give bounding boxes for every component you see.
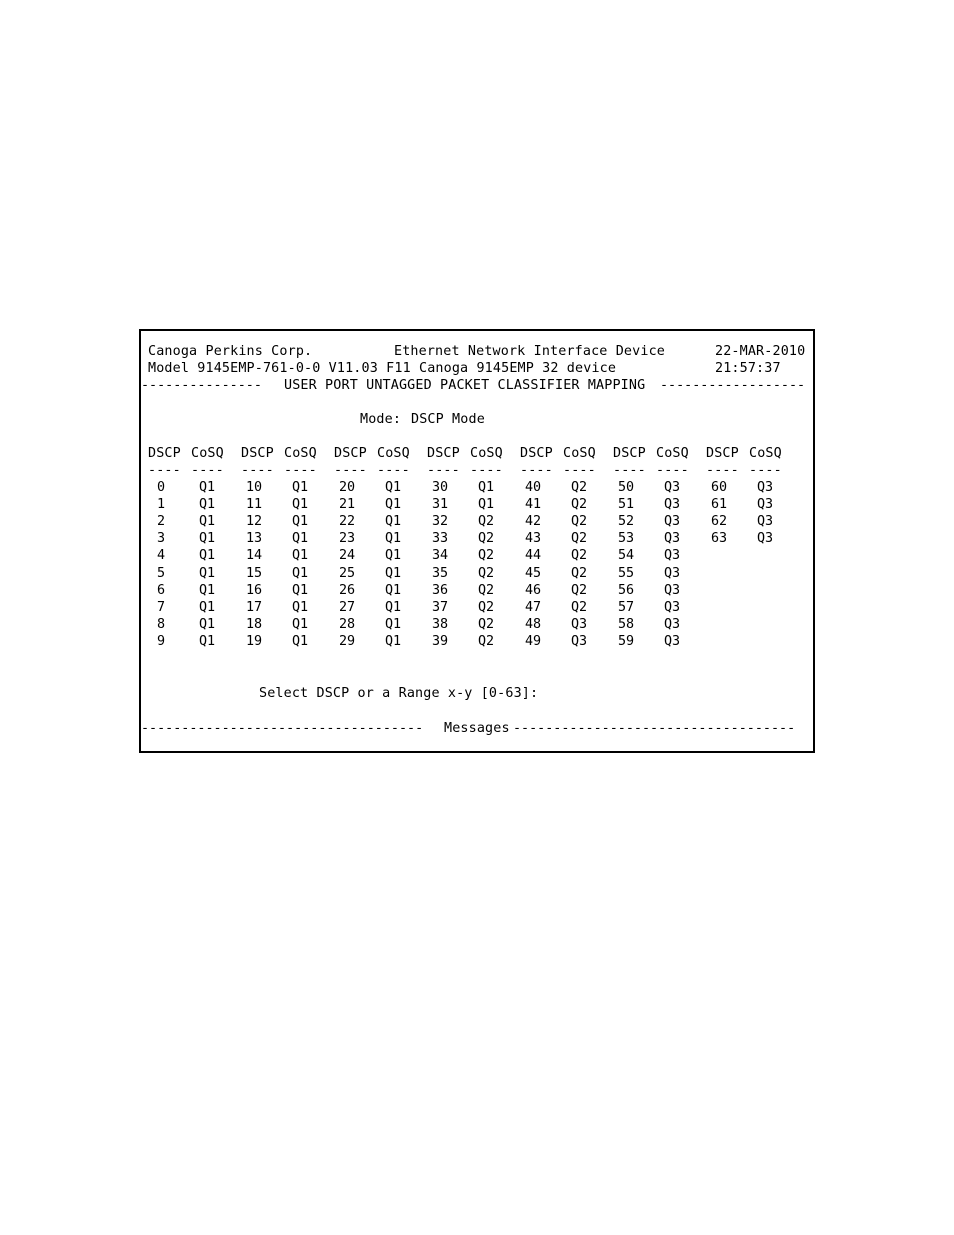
dscp-value: 31 [431, 497, 449, 513]
column-header-cosq: CoSQ [377, 446, 410, 461]
cosq-value: Q1 [291, 497, 309, 513]
dscp-value: 21 [338, 497, 356, 513]
cosq-value: Q2 [570, 582, 588, 598]
cosq-value: Q1 [477, 480, 495, 495]
cosq-value: Q3 [663, 497, 681, 513]
cosq-value: Q1 [291, 565, 309, 581]
cosq-value: Q3 [756, 531, 774, 547]
dscp-value: 50 [617, 480, 635, 495]
column-rule: ---- [241, 463, 274, 478]
cosq-value: Q3 [756, 497, 774, 513]
cosq-value: Q2 [477, 599, 495, 615]
cosq-value: Q3 [570, 616, 588, 632]
column-header-cosq: CoSQ [563, 446, 596, 461]
cosq-value: Q2 [570, 480, 588, 495]
dscp-value: 24 [338, 548, 356, 564]
cosq-value: Q1 [384, 531, 402, 547]
column-rule: ---- [520, 463, 553, 478]
column-header-cosq: CoSQ [284, 446, 317, 461]
cosq-value: Q1 [291, 514, 309, 530]
cosq-value: Q1 [384, 480, 402, 495]
cosq-value: Q3 [756, 514, 774, 530]
messages-rule-right: ----------------------------------- [513, 721, 796, 736]
dscp-value: 56 [617, 582, 635, 598]
column-rule: ---- [377, 463, 410, 478]
column-rule: ---- [334, 463, 367, 478]
company-name: Canoga Perkins Corp. [148, 344, 313, 359]
time-display: 21:57:37 [715, 361, 781, 376]
column-header-cosq: CoSQ [656, 446, 689, 461]
cosq-value: Q1 [384, 565, 402, 581]
cosq-value: Q1 [384, 616, 402, 632]
column-rule: ---- [706, 463, 739, 478]
cosq-value: Q1 [291, 548, 309, 564]
dscp-value: 30 [431, 480, 449, 495]
cosq-value: Q2 [570, 565, 588, 581]
cosq-value: Q2 [477, 548, 495, 564]
dscp-value: 36 [431, 582, 449, 598]
cosq-value: Q1 [384, 633, 402, 649]
dscp-value: 19 [245, 633, 263, 649]
dscp-value: 8 [156, 616, 166, 632]
cosq-value: Q2 [477, 514, 495, 530]
dscp-value: 32 [431, 514, 449, 530]
column-rule: ---- [191, 463, 224, 478]
dscp-input[interactable] [545, 685, 725, 702]
cosq-value: Q3 [663, 548, 681, 564]
dscp-value: 22 [338, 514, 356, 530]
column-header-dscp: DSCP [520, 446, 553, 461]
cosq-value: Q2 [570, 497, 588, 513]
dscp-value: 51 [617, 497, 635, 513]
section-rule-left: --------------- [141, 378, 262, 393]
dscp-value: 20 [338, 480, 356, 495]
dscp-value: 60 [710, 480, 728, 495]
cosq-value: Q1 [198, 531, 216, 547]
column-header-dscp: DSCP [706, 446, 739, 461]
dscp-value: 33 [431, 531, 449, 547]
dscp-value: 11 [245, 497, 263, 513]
column-rule: ---- [470, 463, 503, 478]
cosq-value: Q3 [663, 599, 681, 615]
dscp-value: 38 [431, 616, 449, 632]
dscp-value: 27 [338, 599, 356, 615]
dscp-value: 7 [156, 599, 166, 615]
dscp-value: 54 [617, 548, 635, 564]
cosq-value: Q1 [477, 497, 495, 513]
dscp-value: 9 [156, 633, 166, 649]
cosq-value: Q1 [291, 582, 309, 598]
dscp-value: 34 [431, 548, 449, 564]
dscp-value: 43 [524, 531, 542, 547]
dscp-value: 48 [524, 616, 542, 632]
cosq-value: Q1 [198, 616, 216, 632]
cosq-value: Q1 [291, 480, 309, 495]
cosq-value: Q1 [198, 599, 216, 615]
cosq-value: Q1 [384, 514, 402, 530]
select-prompt: Select DSCP or a Range x-y [0-63]: [259, 686, 539, 701]
column-rule: ---- [427, 463, 460, 478]
cosq-value: Q3 [570, 633, 588, 649]
cosq-value: Q1 [384, 548, 402, 564]
dscp-value: 40 [524, 480, 542, 495]
dscp-value: 57 [617, 599, 635, 615]
dscp-value: 28 [338, 616, 356, 632]
column-header-cosq: CoSQ [470, 446, 503, 461]
column-header-cosq: CoSQ [749, 446, 782, 461]
cosq-value: Q1 [384, 599, 402, 615]
date-display: 22-MAR-2010 [715, 344, 806, 359]
cosq-value: Q1 [198, 565, 216, 581]
model-line: Model 9145EMP-761-0-0 V11.03 F11 Canoga 9145EMP 32 device [148, 361, 617, 376]
cosq-value: Q2 [477, 531, 495, 547]
dscp-value: 16 [245, 582, 263, 598]
dscp-value: 18 [245, 616, 263, 632]
cosq-value: Q1 [291, 616, 309, 632]
cosq-value: Q3 [663, 565, 681, 581]
cosq-value: Q3 [756, 480, 774, 495]
cosq-value: Q2 [477, 565, 495, 581]
dscp-value: 0 [156, 480, 166, 495]
dscp-value: 29 [338, 633, 356, 649]
dscp-value: 49 [524, 633, 542, 649]
column-header-dscp: DSCP [613, 446, 646, 461]
section-rule-right: ------------------ [660, 378, 806, 393]
dscp-value: 52 [617, 514, 635, 530]
dscp-value: 41 [524, 497, 542, 513]
column-header-dscp: DSCP [334, 446, 367, 461]
cosq-value: Q3 [663, 633, 681, 649]
dscp-value: 26 [338, 582, 356, 598]
dscp-value: 46 [524, 582, 542, 598]
dscp-value: 45 [524, 565, 542, 581]
column-header-cosq: CoSQ [191, 446, 224, 461]
mode-label: Mode: [360, 412, 402, 427]
dscp-value: 58 [617, 616, 635, 632]
dscp-value: 59 [617, 633, 635, 649]
cosq-value: Q2 [570, 548, 588, 564]
column-header-dscp: DSCP [427, 446, 460, 461]
section-title: USER PORT UNTAGGED PACKET CLASSIFIER MAPPING [284, 378, 646, 393]
cosq-value: Q2 [570, 599, 588, 615]
column-rule: ---- [563, 463, 596, 478]
cosq-value: Q1 [198, 480, 216, 495]
column-rule: ---- [284, 463, 317, 478]
dscp-value: 55 [617, 565, 635, 581]
device-title: Ethernet Network Interface Device [394, 344, 665, 359]
cosq-value: Q1 [384, 582, 402, 598]
column-header-dscp: DSCP [241, 446, 274, 461]
dscp-value: 39 [431, 633, 449, 649]
cosq-value: Q2 [477, 582, 495, 598]
dscp-value: 23 [338, 531, 356, 547]
messages-rule-left: ----------------------------------- [141, 721, 424, 736]
cosq-value: Q3 [663, 531, 681, 547]
dscp-value: 44 [524, 548, 542, 564]
dscp-value: 63 [710, 531, 728, 547]
dscp-value: 1 [156, 497, 166, 513]
dscp-value: 2 [156, 514, 166, 530]
dscp-value: 35 [431, 565, 449, 581]
cosq-value: Q1 [198, 548, 216, 564]
cosq-value: Q1 [198, 582, 216, 598]
cosq-value: Q1 [291, 633, 309, 649]
column-rule: ---- [148, 463, 181, 478]
dscp-value: 62 [710, 514, 728, 530]
dscp-value: 6 [156, 582, 166, 598]
terminal-screen [139, 329, 815, 753]
messages-label: Messages [444, 721, 510, 736]
dscp-value: 53 [617, 531, 635, 547]
cosq-value: Q1 [198, 633, 216, 649]
dscp-value: 17 [245, 599, 263, 615]
dscp-value: 10 [245, 480, 263, 495]
cosq-value: Q3 [663, 480, 681, 495]
cosq-value: Q1 [291, 599, 309, 615]
cosq-value: Q1 [291, 531, 309, 547]
dscp-value: 4 [156, 548, 166, 564]
dscp-value: 37 [431, 599, 449, 615]
column-rule: ---- [656, 463, 689, 478]
mode-value: DSCP Mode [411, 412, 485, 427]
cosq-value: Q3 [663, 616, 681, 632]
dscp-value: 3 [156, 531, 166, 547]
cosq-value: Q2 [570, 531, 588, 547]
column-rule: ---- [749, 463, 782, 478]
cosq-value: Q2 [570, 514, 588, 530]
cosq-value: Q1 [198, 497, 216, 513]
dscp-value: 13 [245, 531, 263, 547]
dscp-value: 12 [245, 514, 263, 530]
cosq-value: Q3 [663, 514, 681, 530]
column-rule: ---- [613, 463, 646, 478]
cosq-value: Q2 [477, 633, 495, 649]
dscp-value: 25 [338, 565, 356, 581]
cosq-value: Q1 [384, 497, 402, 513]
dscp-value: 5 [156, 565, 166, 581]
cosq-value: Q3 [663, 582, 681, 598]
dscp-value: 14 [245, 548, 263, 564]
dscp-value: 61 [710, 497, 728, 513]
cosq-value: Q1 [198, 514, 216, 530]
dscp-value: 47 [524, 599, 542, 615]
dscp-value: 15 [245, 565, 263, 581]
dscp-value: 42 [524, 514, 542, 530]
cosq-value: Q2 [477, 616, 495, 632]
column-header-dscp: DSCP [148, 446, 181, 461]
